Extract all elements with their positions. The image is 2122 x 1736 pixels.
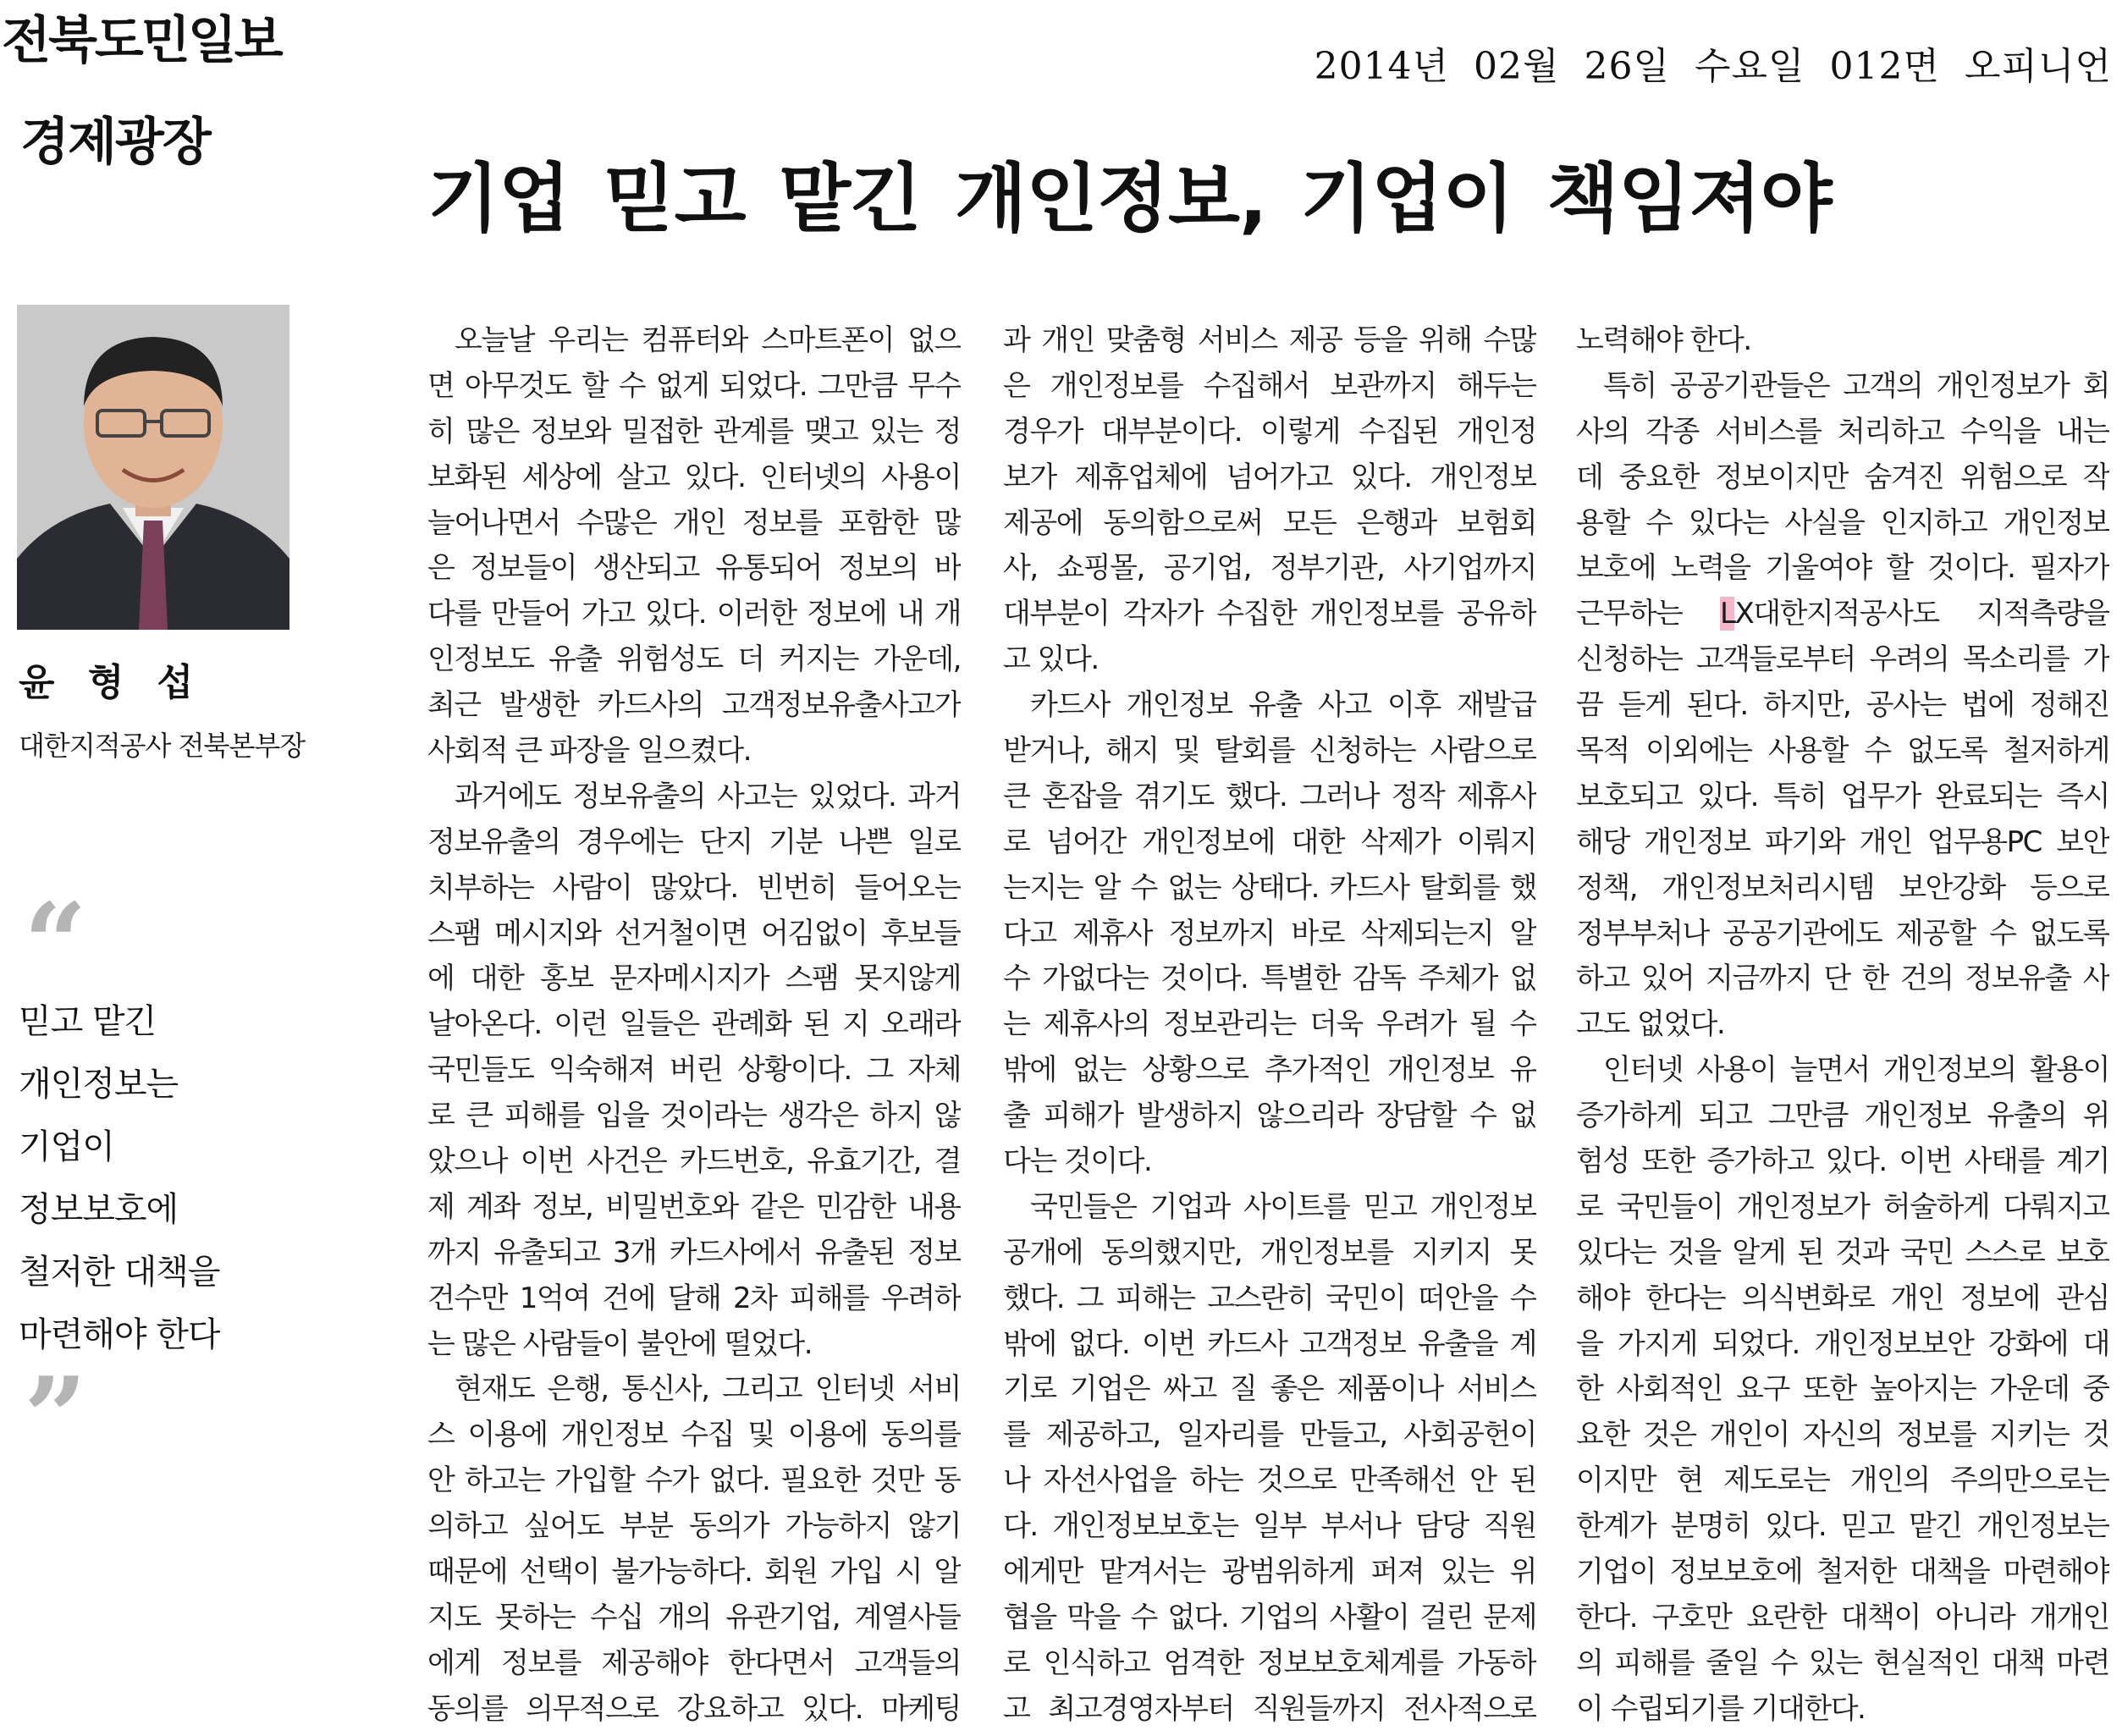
body-text-line: 고도 없었다. <box>1576 1007 1725 1042</box>
body-text-line: 해당 개인정보 파기와 개인 업무용PC 보안 <box>1576 824 2109 859</box>
body-text-line: 나 자선사업을 하는 것으로 만족해선 안 된 <box>1003 1463 1536 1498</box>
author-name: 윤 형 섭 <box>19 661 204 704</box>
body-text-line: 밖에 없는 상황으로 추가적인 개인정보 유 <box>1003 1053 1536 1088</box>
section-title: 경제광장 <box>20 113 210 172</box>
body-text-line: 다는 것이다. <box>1003 1144 1152 1179</box>
body-text-line: 험성 또한 증가하고 있다. 이번 사태를 계기 <box>1576 1144 2109 1179</box>
body-text-line: 다. 개인정보보호는 일부 부서나 담당 직원 <box>1003 1509 1536 1544</box>
body-text-line: 을 가지게 되었다. 개인정보보안 강화에 대 <box>1576 1326 2109 1361</box>
body-text-line: 증가하게 되고 그만큼 개인정보 유출의 위 <box>1576 1099 2109 1133</box>
body-text-line: 기로 기업은 싸고 질 좋은 제품이나 서비스 <box>1003 1372 1536 1407</box>
body-text-line: 특히 공공기관들은 고객의 개인정보가 회 <box>1603 368 2109 403</box>
body-text-line: 최근 발생한 카드사의 고객정보유출사고가 <box>427 688 961 723</box>
body-text-line: 까지 유출되고 3개 카드사에서 유출된 정보 <box>427 1235 961 1270</box>
body-text-line: 밖에 없다. 이번 카드사 고객정보 유출을 계 <box>1003 1326 1536 1361</box>
body-text-line: 늘어나면서 수많은 개인 정보를 포함한 많 <box>427 505 961 540</box>
body-text-line: 해야 한다는 의식변화로 개인 정보에 관심 <box>1576 1281 2109 1315</box>
body-text-line: 정보유출의 경우에는 단지 기분 나쁜 일로 <box>427 824 961 859</box>
body-text-line: 신청하는 고객들로부터 우려의 목소리를 가 <box>1576 642 2109 677</box>
body-text-line: 로 인식하고 엄격한 정보보호체계를 가동하 <box>1003 1645 1536 1680</box>
pull-quote-line: 정보보호에 <box>19 1190 179 1229</box>
body-text-line: 있다는 것을 알게 된 것과 국민 스스로 보호 <box>1576 1235 2109 1270</box>
body-text-line: 다를 만들어 가고 있다. 이러한 정보에 내 개 <box>427 597 961 631</box>
body-text-line: 용할 수 있다는 사실을 인지하고 개인정보 <box>1576 505 2109 540</box>
body-text-line: 히 많은 정보와 밀접한 관계를 맺고 있는 정 <box>427 414 961 449</box>
pull-quote <box>19 990 256 1366</box>
body-text-line: 큰 혼잡을 겪기도 했다. 그러나 정작 제휴사 <box>1003 779 1536 813</box>
body-text-line: 카드사 개인정보 유출 사고 이후 재발급 <box>1030 688 1536 723</box>
body-text-line: 하고 있어 지금까지 단 한 건의 정보유출 사 <box>1576 962 2109 996</box>
author-photo <box>17 305 289 630</box>
body-text-line: 스 이용에 개인정보 수집 및 이용에 동의를 <box>427 1418 961 1452</box>
body-text-line: 과 개인 맞춤형 서비스 제공 등을 위해 수많 <box>1003 323 1536 357</box>
pull-quote-line: 믿고 맡긴 <box>19 1002 157 1041</box>
body-text-line: 보호에 노력을 기울여야 할 것이다. 필자가 <box>1576 551 2109 586</box>
body-text-line: 안 하고는 가입할 수가 없다. 필요한 것만 동 <box>427 1463 961 1498</box>
body-text-line: 다고 제휴사 정보까지 바로 삭제되는지 알 <box>1003 916 1536 951</box>
body-text-line: 공개에 동의했지만, 개인정보를 지키지 못 <box>1003 1235 1536 1270</box>
body-text-line: 경우가 대부분이다. 이렇게 수집된 개인정 <box>1003 414 1536 449</box>
body-text-line: 받거나, 해지 및 탈회를 신청하는 사람으로 <box>1003 734 1536 769</box>
body-text-line: 은 정보들이 생산되고 유통되어 정보의 바 <box>427 551 961 586</box>
body-text-line: 사, 쇼핑몰, 공기업, 정부기관, 사기업까지 <box>1003 551 1536 586</box>
open-quote-mark: “ <box>24 879 87 1008</box>
body-text-line: 제공에 동의함으로써 모든 은행과 보험회 <box>1003 505 1536 540</box>
body-text-line: 협을 막을 수 없다. 기업의 사활이 걸린 문제 <box>1003 1600 1536 1634</box>
body-text-line: 출 피해가 발생하지 않으리라 장담할 수 없 <box>1003 1099 1536 1133</box>
body-text-line: 고 최고경영자부터 직원들까지 전사적으로 <box>1003 1691 1536 1726</box>
pull-quote-line: 철저한 대책을 <box>19 1253 220 1292</box>
body-text-line: 인터넷 사용이 늘면서 개인정보의 활용이 <box>1603 1053 2109 1088</box>
body-text-line: 노력해야 한다. <box>1576 323 1751 357</box>
body-text-line: 의하고 싶어도 부분 동의가 가능하지 않기 <box>427 1509 961 1544</box>
body-text-line: 로 넘어간 개인정보에 대한 삭제가 이뤄지 <box>1003 824 1536 859</box>
highlighted-text: L <box>1720 597 1735 631</box>
body-text-line: 한계가 분명히 있다. 믿고 맡긴 개인정보는 <box>1576 1509 2109 1544</box>
body-text-line: 제 계좌 정보, 비밀번호와 같은 민감한 내용 <box>427 1189 961 1224</box>
body-text-line: 사의 각종 서비스를 처리하고 수익을 내는 <box>1576 414 2109 449</box>
body-text-line: 이지만 현 제도로는 개인의 주의만으로는 <box>1576 1463 2109 1498</box>
body-text-line: 은 개인정보를 수집해서 보관까지 해두는 <box>1003 368 1536 403</box>
body-text-line: 보호되고 있다. 특히 업무가 완료되는 즉시 <box>1576 779 2109 813</box>
body-text-line: 국민들은 기업과 사이트를 믿고 개인정보 <box>1030 1189 1536 1224</box>
body-text-line: 동의를 의무적으로 강요하고 있다. 마케팅 <box>427 1691 961 1726</box>
body-text-line: 정부부처나 공공기관에도 제공할 수 없도록 <box>1576 916 2109 951</box>
article-column-1 <box>427 318 961 1733</box>
body-text-line: 국민들도 익숙해져 버린 상황이다. 그 자체 <box>427 1053 961 1088</box>
body-text-line: 수 가없다는 것이다. 특별한 감독 주체가 없 <box>1003 962 1536 996</box>
body-text-line: 의 피해를 줄일 수 있는 현실적인 대책 마련 <box>1576 1645 2109 1680</box>
body-text-line: 는지는 알 수 없는 상태다. 카드사 탈회를 했 <box>1003 870 1536 905</box>
body-text-line: 면 아무것도 할 수 없게 되었다. 그만큼 무수 <box>427 368 961 403</box>
body-text-line: 지도 못하는 수십 개의 유관기업, 계열사들 <box>427 1600 961 1634</box>
newspaper-masthead: 전북도민일보 <box>2 11 281 70</box>
body-text-line: 한 사회적인 요구 또한 높아지는 가운데 중 <box>1576 1372 2109 1407</box>
body-text-line: 보화된 세상에 살고 있다. 인터넷의 사용이 <box>427 460 961 494</box>
body-text-line: 로 국민들이 개인정보가 허술하게 다뤄지고 <box>1576 1189 2109 1224</box>
body-text-line: 한다. 구호만 요란한 대책이 아니라 개개인 <box>1576 1600 2109 1634</box>
body-text-line: 사회적 큰 파장을 일으켰다. <box>427 734 752 769</box>
publication-dateline: 2014년 02월 26일 수요일 012면 오피니언 <box>1314 45 2112 88</box>
body-text-line: 데 중요한 정보이지만 숨겨진 위험으로 작 <box>1576 460 2109 494</box>
body-text-line: 오늘날 우리는 컴퓨터와 스마트폰이 없으 <box>455 323 961 357</box>
body-text-line: 과거에도 정보유출의 사고는 있었다. 과거 <box>455 779 961 813</box>
close-quote-mark: ” <box>24 1353 87 1482</box>
body-text-line: 대부분이 각자가 수집한 개인정보를 공유하 <box>1003 597 1536 631</box>
body-text-line: 근무하는 LX대한지적공사도 지적측량을 <box>1576 597 2109 631</box>
body-text-line: 요한 것은 개인이 자신의 정보를 지키는 것 <box>1576 1418 2109 1452</box>
body-text-line: 했다. 그 피해는 고스란히 국민이 떠안을 수 <box>1003 1281 1536 1315</box>
body-text-line: 현재도 은행, 통신사, 그리고 인터넷 서비 <box>455 1372 961 1407</box>
article-headline: 기업 믿고 맡긴 개인정보, 기업이 책임져야 <box>427 155 1832 242</box>
body-text-line: 를 제공하고, 일자리를 만들고, 사회공헌이 <box>1003 1418 1536 1452</box>
body-text-line: 때문에 선택이 불가능하다. 회원 가입 시 알 <box>427 1555 961 1590</box>
article-column-3 <box>1576 318 2109 1733</box>
body-text-line: 정책, 개인정보처리시템 보안강화 등으로 <box>1576 870 2109 905</box>
body-text-line: 에게만 맡겨서는 광범위하게 퍼져 있는 위 <box>1003 1555 1536 1590</box>
body-text-line: 는 많은 사람들이 불안에 떨었다. <box>427 1326 813 1361</box>
body-text-line: 에게 정보를 제공해야 한다면서 고객들의 <box>427 1645 961 1680</box>
body-text-line: 고 있다. <box>1003 642 1099 677</box>
pull-quote-line: 개인정보는 <box>19 1065 179 1104</box>
body-text-line: 끔 듣게 된다. 하지만, 공사는 법에 정해진 <box>1576 688 2109 723</box>
body-text-line: 목적 이외에는 사용할 수 없도록 철저하게 <box>1576 734 2109 769</box>
body-text-line: 스팸 메시지와 선거철이면 어김없이 후보들 <box>427 916 961 951</box>
body-text-line: 날아온다. 이런 일들은 관례화 된 지 오래라 <box>427 1007 961 1042</box>
body-text-line: 보가 제휴업체에 넘어가고 있다. 개인정보 <box>1003 460 1536 494</box>
body-text-line: 는 제휴사의 정보관리는 더욱 우려가 될 수 <box>1003 1007 1536 1042</box>
body-text-line: 인정보도 유출 위험성도 더 커지는 가운데, <box>427 642 961 677</box>
body-text-line: 치부하는 사람이 많았다. 빈번히 들어오는 <box>427 870 961 905</box>
pull-quote-line: 마련해야 한다 <box>19 1315 220 1354</box>
body-text-line: 건수만 1억여 건에 달해 2차 피해를 우려하 <box>427 1281 961 1315</box>
article-column-2 <box>1003 318 1536 1733</box>
body-text-line: 기업이 정보보호에 철저한 대책을 마련해야 <box>1576 1555 2109 1590</box>
author-title: 대한지적공사 전북본부장 <box>19 730 306 762</box>
body-text-line: 로 큰 피해를 입을 것이라는 생각은 하지 않 <box>427 1099 961 1133</box>
body-text-line: 이 수립되기를 기대한다. <box>1576 1691 1866 1726</box>
pull-quote-line: 기업이 <box>19 1127 114 1166</box>
body-text-line: 았으나 이번 사건은 카드번호, 유효기간, 결 <box>427 1144 961 1179</box>
body-text-line: 에 대한 홍보 문자메시지가 스팸 못지않게 <box>427 962 961 996</box>
